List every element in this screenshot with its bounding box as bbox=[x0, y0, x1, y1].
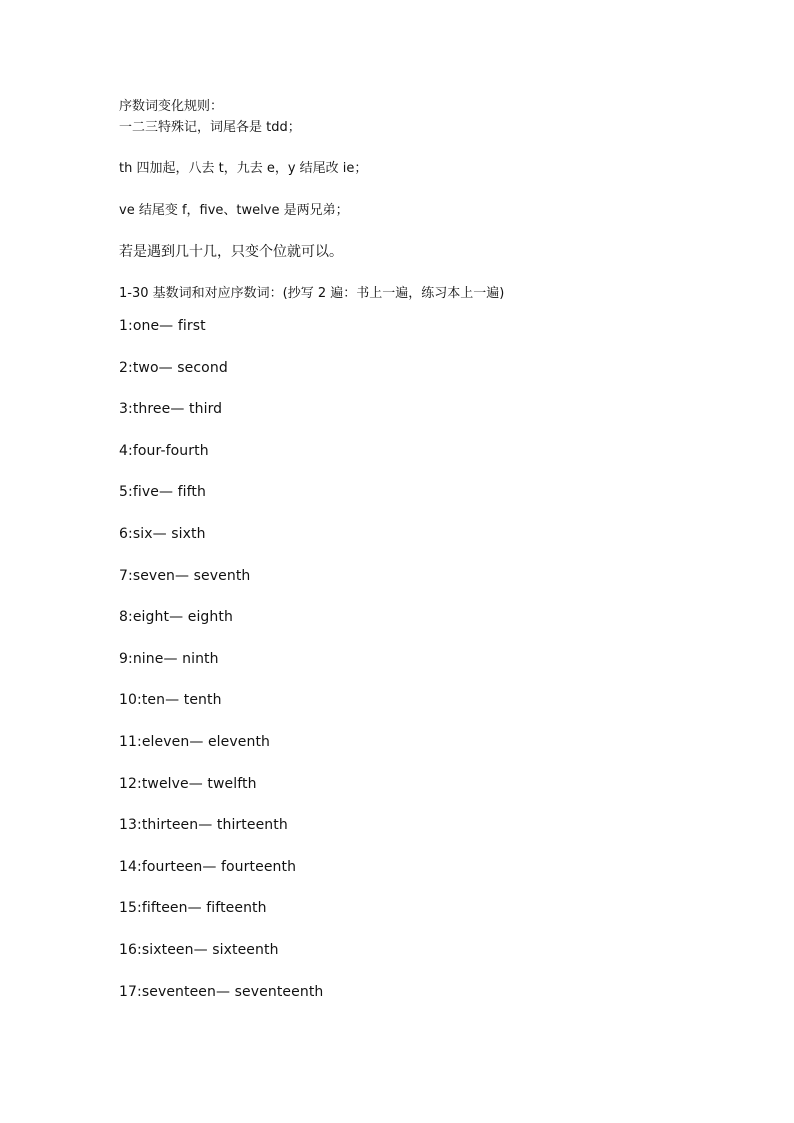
list-item: 3:three— third bbox=[119, 401, 223, 417]
list-item: 2:two— second bbox=[119, 360, 228, 376]
rule-line-4: 若是遇到几十几，只变个位就可以。 bbox=[119, 244, 343, 260]
list-item: 12:twelve— twelfth bbox=[119, 776, 257, 792]
list-item: 5:five— fifth bbox=[119, 484, 206, 500]
list-item: 17:seventeen— seventeenth bbox=[119, 984, 324, 1000]
list-item: 8:eight— eighth bbox=[119, 609, 233, 625]
list-item: 1:one— first bbox=[119, 318, 206, 334]
list-item: 11:eleven— eleventh bbox=[119, 734, 271, 750]
rule-line-3: ve 结尾变 f，five、twelve 是两兄弟； bbox=[119, 203, 349, 218]
list-item: 6:six— sixth bbox=[119, 526, 206, 542]
list-item: 14:fourteen— fourteenth bbox=[119, 859, 297, 875]
list-item: 15:fifteen— fifteenth bbox=[119, 900, 267, 916]
list-item: 10:ten— tenth bbox=[119, 692, 222, 708]
list-item: 9:nine— ninth bbox=[119, 651, 219, 667]
list-item: 4:four-fourth bbox=[119, 443, 209, 459]
list-item: 16:sixteen— sixteenth bbox=[119, 942, 279, 958]
list-item: 7:seven— seventh bbox=[119, 568, 251, 584]
list-item: 13:thirteen— thirteenth bbox=[119, 817, 288, 833]
list-heading: 1-30 基数词和对应序数词：(抄写 2 遍：书上一遍，练习本上一遍) bbox=[119, 286, 505, 301]
rule-line-2: th 四加起，八去 t，九去 e，y 结尾改 ie； bbox=[119, 161, 368, 176]
rules-title: 序数词变化规则： bbox=[119, 99, 224, 114]
rule-line-1: 一二三特殊记，词尾各是 tdd； bbox=[119, 120, 301, 135]
